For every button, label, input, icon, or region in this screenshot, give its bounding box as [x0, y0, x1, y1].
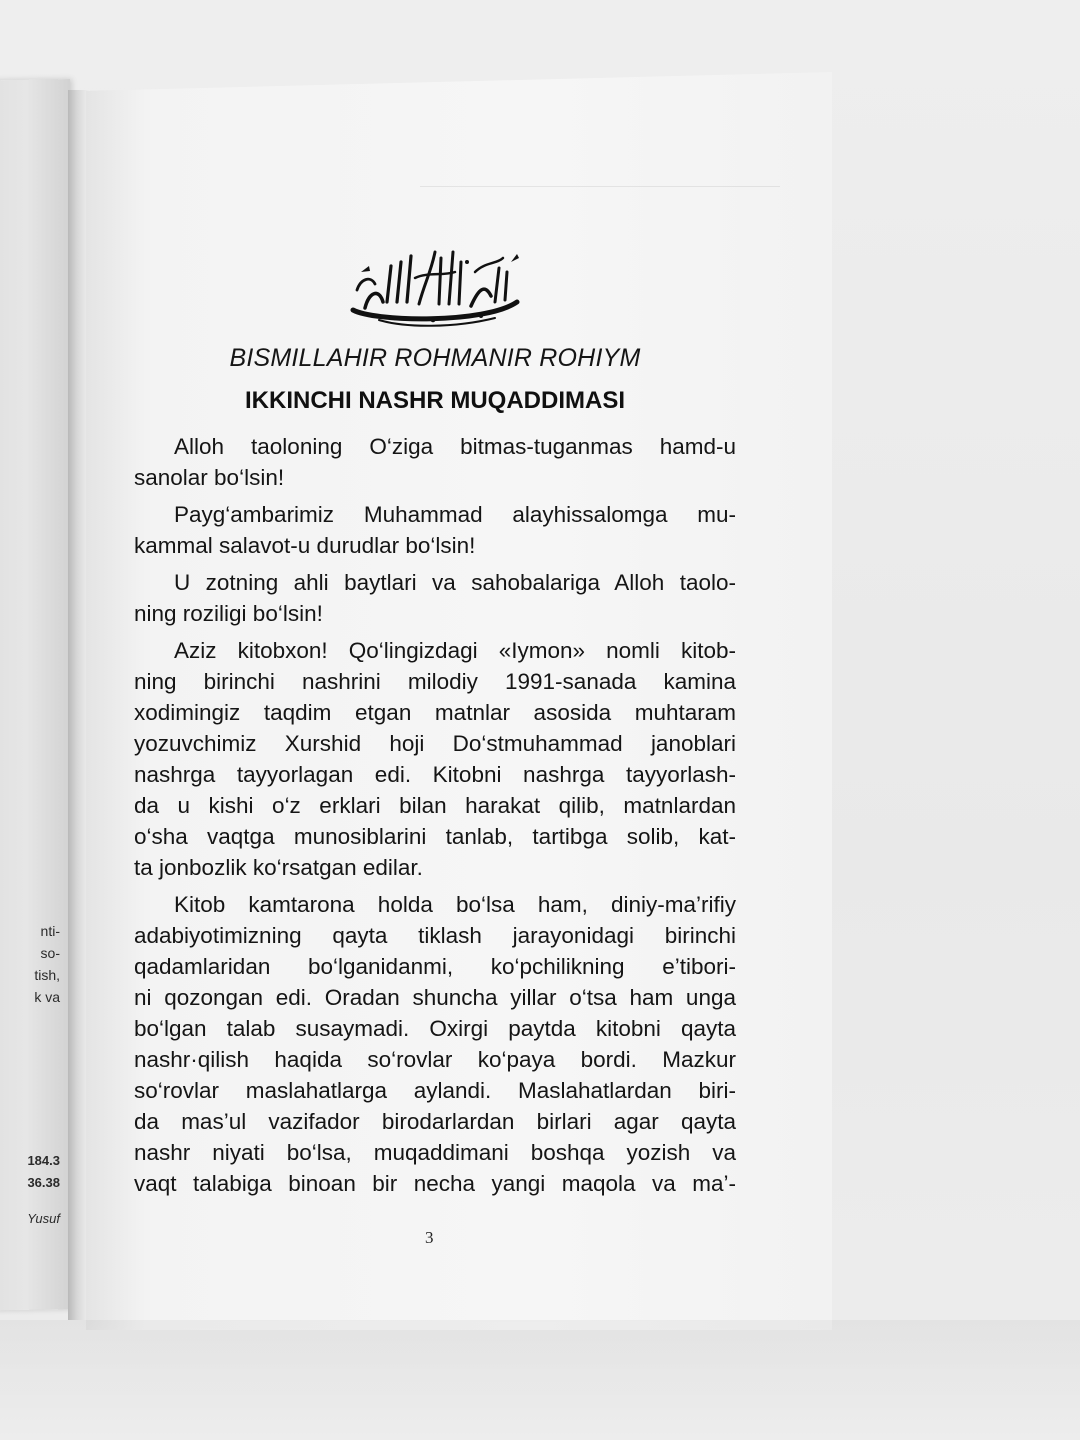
table-surface [0, 1320, 1080, 1440]
left-page-text-fragment [2, 920, 60, 1008]
left-page [0, 79, 70, 1311]
left-fragment-line: 184.3 [27, 1153, 60, 1168]
text-line: ta jonbozlik ko‘rsatgan edilar. [134, 855, 423, 880]
basmala-calligraphy-icon [335, 232, 535, 332]
left-fragment-line: nti- [40, 923, 60, 939]
text-line: Alloh taoloning O‘ziga bitmas-tuganmas hamd-u [174, 434, 736, 459]
text-line: da u kishi o‘z erklari bilan harakat qilib, matnlardan [134, 793, 736, 818]
page-content [134, 232, 736, 1205]
text-line: ning roziligi bo‘lsin! [134, 601, 323, 626]
left-page-numbers-fragment [2, 1150, 60, 1230]
paragraph [134, 499, 736, 561]
text-line: Kitob kamtarona holda bo‘lsa ham, diniy-ma’rifiy [174, 892, 736, 917]
left-fragment-line: k va [34, 989, 60, 1005]
page-number: 3 [425, 1228, 434, 1247]
paragraph [134, 889, 736, 1199]
text-line: nashr·qilish haqida so‘rovlar ko‘paya bordi. Mazkur [134, 1047, 736, 1072]
text-line: o‘sha vaqtga munosiblarini tanlab, tartibga solib, kat- [134, 824, 736, 849]
text-line: Aziz kitobxon! Qo‘lingizdagi «Iymon» nomli kitob- [174, 638, 736, 663]
text-line: sanolar bo‘lsin! [134, 465, 285, 490]
left-fragment-line: 36.38 [27, 1175, 60, 1190]
text-line: so‘rovlar maslahatlarga aylandi. Maslahatlardan biri- [134, 1078, 736, 1103]
text-line: qadamlaridan bo‘lganidanmi, ko‘pchilikning e’tibori- [134, 954, 736, 979]
chapter-heading: IKKINCHI NASHR MUQADDIMASI [245, 387, 625, 414]
paragraph [134, 431, 736, 493]
text-line: xodimingiz taqdim etgan matnlar asosida muhtaram [134, 700, 736, 725]
left-fragment-line: Yusuf [27, 1211, 60, 1226]
text-line: nashrga tayyorlagan edi. Kitobni nashrga tayyorlash- [134, 762, 736, 787]
basmala-title: BISMILLAHIR ROHMANIR ROHIYM [229, 344, 641, 372]
text-line: yozuvchimiz Xurshid hoji Do‘stmuhammad janoblari [134, 731, 736, 756]
text-line: nashr niyati bo‘lsa, muqaddimani boshqa yozish va [134, 1140, 736, 1165]
text-line: U zotning ahli baytlari va sahobalariga Alloh taolo- [174, 570, 736, 595]
text-line: Payg‘ambarimiz Muhammad alayhissalomga mu- [174, 502, 736, 527]
text-line: vaqt talabiga binoan bir necha yangi maqola va ma’- [134, 1171, 736, 1196]
text-line: ni qozongan edi. Oradan shuncha yillar o‘tsa ham unga [134, 985, 736, 1010]
left-fragment-line: so- [40, 945, 60, 961]
bleed-through-rule [420, 186, 780, 187]
paragraph [134, 635, 736, 883]
text-line: kammal salavot-u durudlar bo‘lsin! [134, 533, 476, 558]
left-fragment-line: tish, [34, 967, 60, 983]
paragraph [134, 567, 736, 629]
text-line: bo‘lgan talab susaymadi. Oxirgi paytda kitobni qayta [134, 1016, 736, 1041]
text-line: da mas’ul vazifador birodarlardan birlari agar qayta [134, 1109, 736, 1134]
text-line: adabiyotimizning qayta tiklash jarayonidagi birinchi [134, 923, 736, 948]
text-line: ning birinchi nashrini milodiy 1991-sanada kamina [134, 669, 736, 694]
